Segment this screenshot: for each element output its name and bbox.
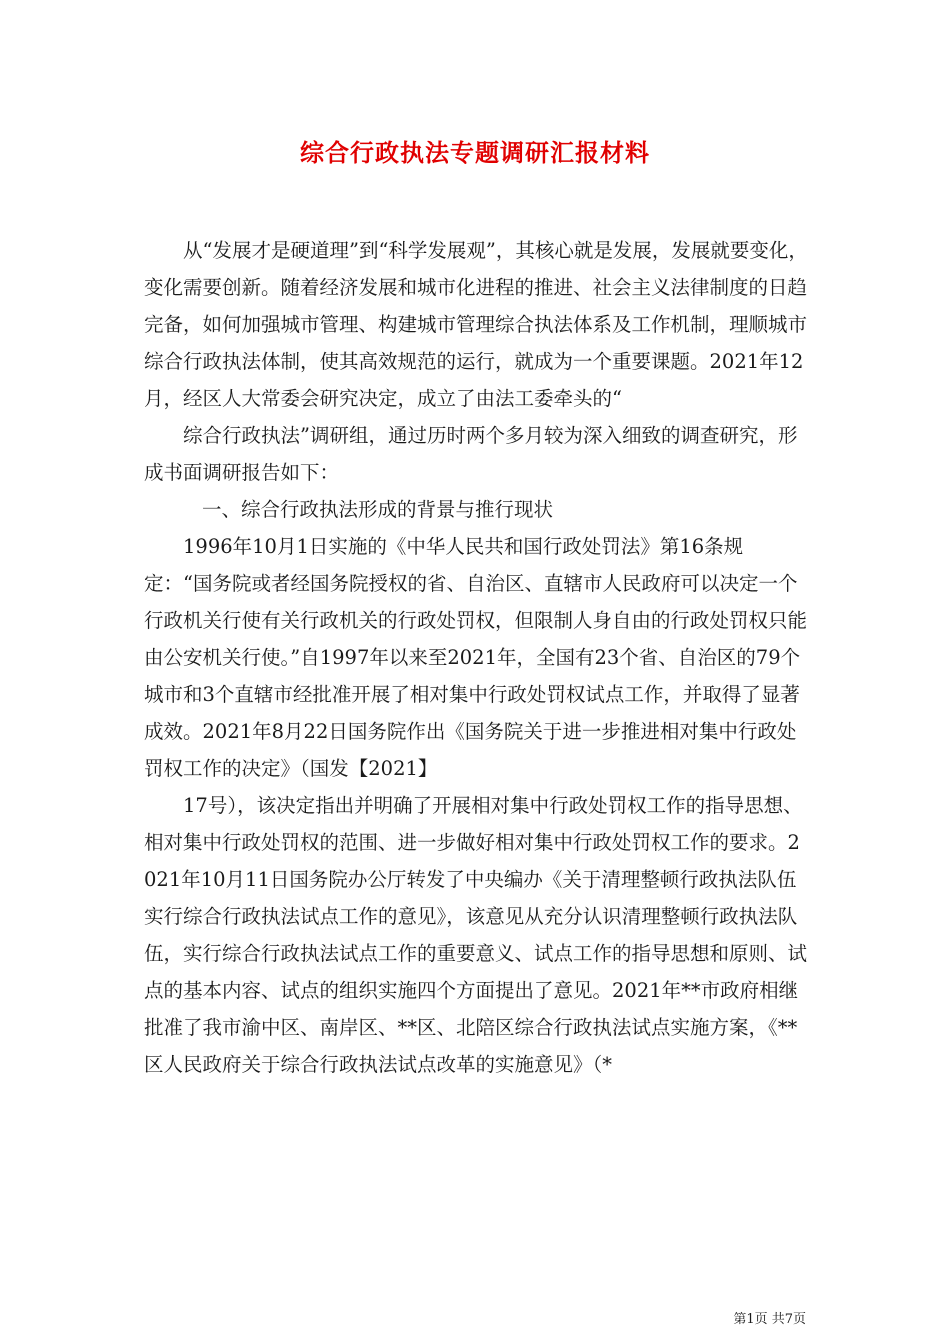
paragraph-decision-details: 17号），该决定指出并明确了开展相对集中行政处罚权工作的指导思想、相对集中行政处罚权的范围、进一步做好相对集中行政处罚权工作的要求。2021年10月11日国务院办公厅转发了中央编办《关于清理整顿行政执法队伍实行综合行政执法试点工作的意见》，该意见从充分认识清理整顿行政执法队伍，实行综合行政执法试点工作的重要意义、试点工作的指导思想和原则、试点的基本内容、试点的组织实施四个方面提出了意见。2021年**市政府相继批准了我市渝中区、南岸区、**区、北陪区综合行政执法试点实施方案，《**区人民政府关于综合行政执法试点改革的实施意见》（*: [144, 794, 808, 1076]
page-number-footer: 第1页 共7页: [733, 1312, 806, 1327]
document-body: [144, 232, 810, 1083]
section-heading-1: 一、综合行政执法形成的背景与推行现状: [202, 498, 554, 521]
paragraph-intro: 从“发展才是硬道理”到“科学发展观”，其核心就是发展，发展就要变化，变化需要创新。随着经济发展和城市化进程的推进、社会主义法律制度的日趋完备，如何加强城市管理、构建城市管理综合执法体系及工作机制，理顺城市综合行政执法体制，使其高效规范的运行，就成为一个重要课题。2021年12月，经区人大常委会研究决定，成立了由法工委牵头的“: [144, 239, 808, 410]
page-title: 综合行政执法专题调研汇报材料: [300, 138, 650, 167]
paragraph-research-group: 综合行政执法”调研组，通过历时两个多月较为深入细致的调查研究，形成书面调研报告如下：: [144, 424, 798, 484]
paragraph-law-background: 1996年10月1日实施的《中华人民共和国行政处罚法》第16条规定：“国务院或者经国务院授权的省、自治区、直辖市人民政府可以决定一个行政机关行使有关行政机关的行政处罚权，但限制人身自由的行政处罚权只能由公安机关行使。”自1997年以来至2021年，全国有23个省、自治区的79个城市和3个直辖市经批准开展了相对集中行政处罚权试点工作，并取得了显著成效。2021年8月22日国务院作出《国务院关于进一步推进相对集中行政处罚权工作的决定》（国发【2021】: [144, 535, 808, 780]
